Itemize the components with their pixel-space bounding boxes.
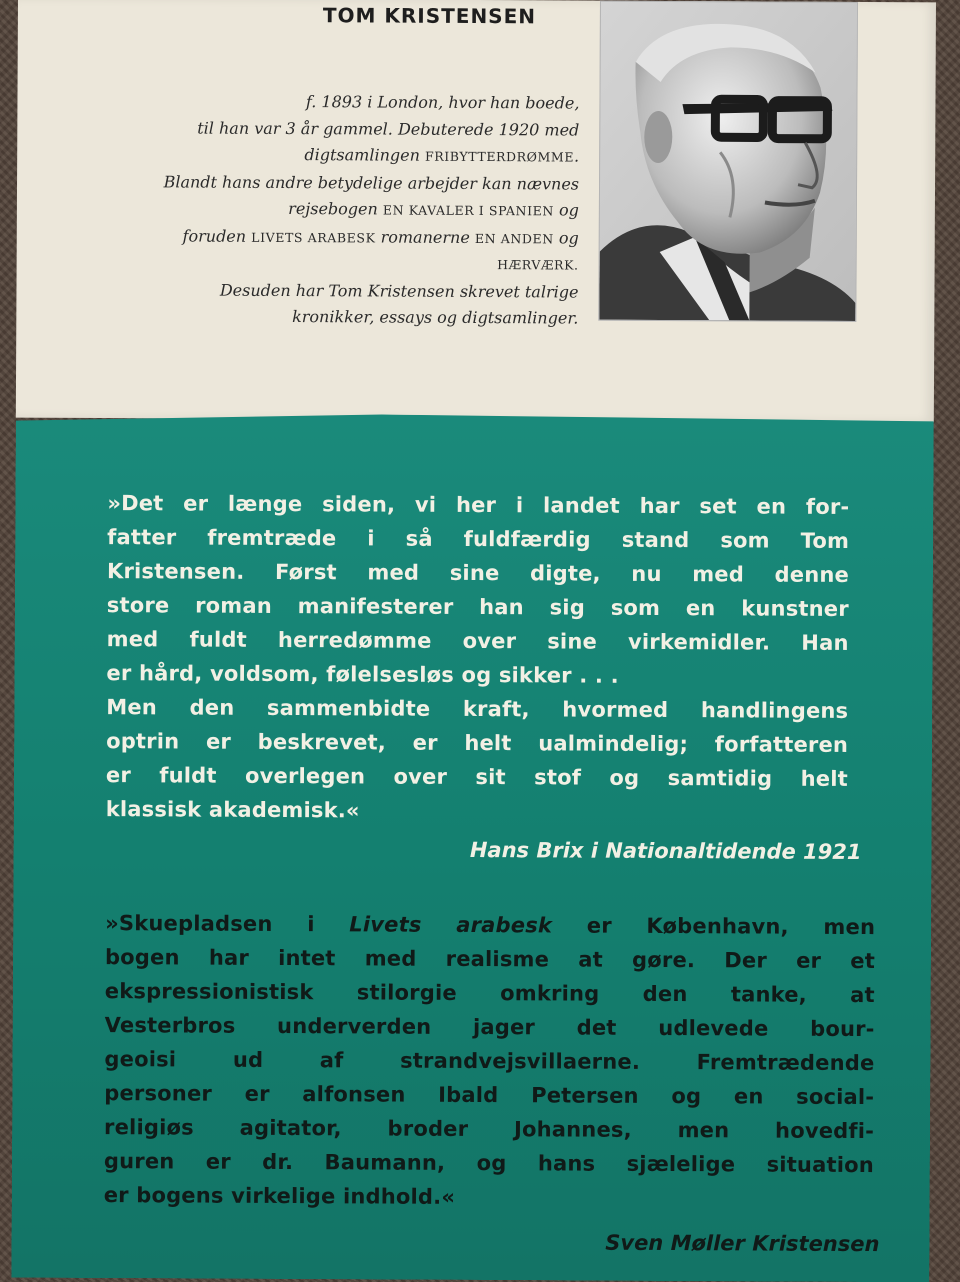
bio-text: romanerne — [375, 226, 475, 247]
review-quote-brix — [106, 486, 850, 830]
bio-text: og — [553, 227, 579, 248]
bio-text: og — [553, 200, 579, 220]
book-title-en-kavaler: EN KAVALER I SPANIEN — [382, 202, 554, 219]
bio-text: . — [574, 146, 580, 166]
bio-line: til han var 3 år gammel. Debuterede 1920 med — [197, 118, 580, 140]
bio-line — [109, 195, 579, 225]
quote-line: geoisi ud af strandvejsvillaerne. Fremtrædende — [104, 1047, 875, 1076]
bio-text: rejsebogen — [288, 199, 383, 219]
quote-line: bogen har intet med realisme at gøre. Der er et — [104, 945, 876, 974]
portrait-illustration — [599, 2, 857, 321]
bio-line — [109, 141, 579, 171]
book-title-livets-arabesk: Livets arabesk — [349, 912, 553, 938]
bio-line: kronikker, essays og digtsamlinger. — [292, 307, 579, 328]
quote-line: er hård, voldsom, følelsesløs og sikker . . . — [106, 661, 619, 688]
bio-line: Desuden har Tom Kristensen skrevet talrige — [219, 280, 579, 302]
quote-line — [105, 906, 875, 944]
cover-top-panel — [16, 0, 936, 422]
quote-text: er København, men — [552, 913, 876, 940]
quote-line: er bogens virkelige indhold.« — [103, 1183, 456, 1209]
quote-line: Vesterbros underverden jager det udlevede bour- — [104, 1013, 875, 1042]
quote-line: »Det er længe siden, vi her i landet har set en for- — [107, 491, 850, 519]
author-name: TOM KRISTENSEN — [322, 3, 537, 29]
quote-line: personer er alfonsen Ibald Petersen og en social- — [104, 1081, 875, 1110]
bio-text: foruden — [182, 225, 252, 246]
quote-line: Men den sammenbidte kraft, hvormed handlingens — [106, 695, 849, 723]
bio-line — [109, 223, 579, 253]
bio-line: Blandt hans andre betydelige arbejder kan nævnes — [163, 171, 580, 194]
book-back-cover — [11, 0, 936, 1282]
quote-line: religiøs agitator, broder Johannes, men hovedfi- — [104, 1115, 875, 1144]
quote-line: store roman manifesterer han sig som en kunstner — [106, 593, 849, 621]
quote-text: »Skuepladsen i — [105, 911, 350, 937]
bio-line: f. 1893 i London, hvor han boede, — [305, 92, 580, 113]
quote-attribution-brix: Hans Brix i Nationaltidende 1921 — [469, 837, 862, 865]
quote-line: fatter fremtræde i så fuldfærdig stand som Tom — [107, 525, 850, 553]
quote-line: guren er dr. Baumann, og hans sjælelige situation — [103, 1149, 874, 1178]
author-bio — [108, 88, 579, 332]
quote-line: med fuldt herredømme over sine virkemidler. Han — [106, 627, 849, 655]
book-title-haervaerk: HÆRVÆRK. — [497, 257, 579, 273]
book-title-en-anden: EN ANDEN — [474, 230, 554, 246]
quote-line: ekspressionistisk stilorgie omkring den tanke, at — [104, 979, 875, 1008]
quote-line: er fuldt overlegen over sit stof og samtidig helt — [105, 763, 848, 791]
author-portrait — [598, 1, 858, 322]
quote-line: Kristensen. Først med sine digte, nu med denne — [106, 559, 850, 587]
book-title-fribytterdromme: FRIBYTTERDRØMME — [424, 148, 575, 165]
book-title-livets-arabesk: LIVETS ARABESK — [251, 229, 376, 245]
review-quote-moller-kristensen — [104, 906, 876, 1216]
quote-line: klassisk akademisk.« — [105, 797, 360, 823]
quote-attribution-moller-kristensen: Sven Møller Kristensen — [605, 1230, 880, 1257]
quote-line: optrin er beskrevet, er helt ualmindelig; forfatteren — [106, 729, 849, 757]
bio-text: digtsamlingen — [304, 145, 426, 165]
